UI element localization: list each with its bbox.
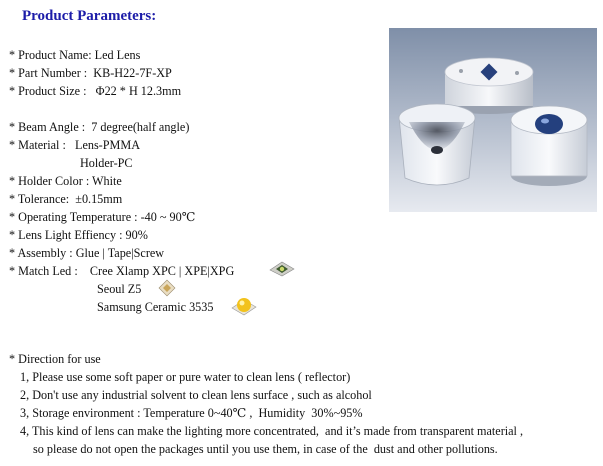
direction-item-4: 4, This kind of lens can make the lighting more concentrated, and it’s made from transparent material , (20, 424, 524, 438)
holder-color: * Holder Color : White (9, 174, 122, 188)
product-name: * Product Name: Led Lens (9, 48, 141, 62)
beam-angle: * Beam Angle : 7 degree(half angle) (9, 120, 190, 134)
direction-item-1: 1, Please use some soft paper or pure water to clean lens ( reflector) (20, 370, 351, 384)
seoul-led-image (157, 278, 177, 298)
match-led-seoul: Seoul Z5 (97, 282, 142, 296)
samsung-led-image (230, 294, 258, 318)
operating-temperature: * Operating Temperature : -40 ~ 90℃ (9, 210, 196, 224)
direction-item-2: 2, Don't use any industrial solvent to clean lens surface , such as alcohol (20, 388, 372, 402)
direction-heading: * Direction for use (9, 352, 101, 366)
cree-led-image (268, 258, 296, 278)
match-led-samsung: Samsung Ceramic 3535 (97, 300, 214, 314)
direction-item-4-cont: so please do not open the packages until you use them, in case of the dust and other pollutions. (33, 442, 498, 456)
part-number: * Part Number : KB-H22-7F-XP (9, 66, 172, 80)
assembly: * Assembly : Glue | Tape|Screw (9, 246, 165, 260)
match-led: * Match Led : Cree Xlamp XPC | XPE|XPG (9, 264, 235, 278)
tolerance: * Tolerance: ±0.15mm (9, 192, 123, 206)
light-efficiency: * Lens Light Effiency : 90% (9, 228, 148, 242)
product-size: * Product Size : Φ22 * H 12.3mm (9, 84, 182, 98)
product-photo (389, 28, 597, 212)
direction-item-3: 3, Storage environment : Temperature 0~40℃ , Humidity 30%~95% (20, 406, 363, 420)
material: * Material : Lens-PMMA (9, 138, 140, 152)
section-title: Product Parameters: (22, 8, 157, 24)
holder-material: Holder-PC (80, 156, 133, 170)
